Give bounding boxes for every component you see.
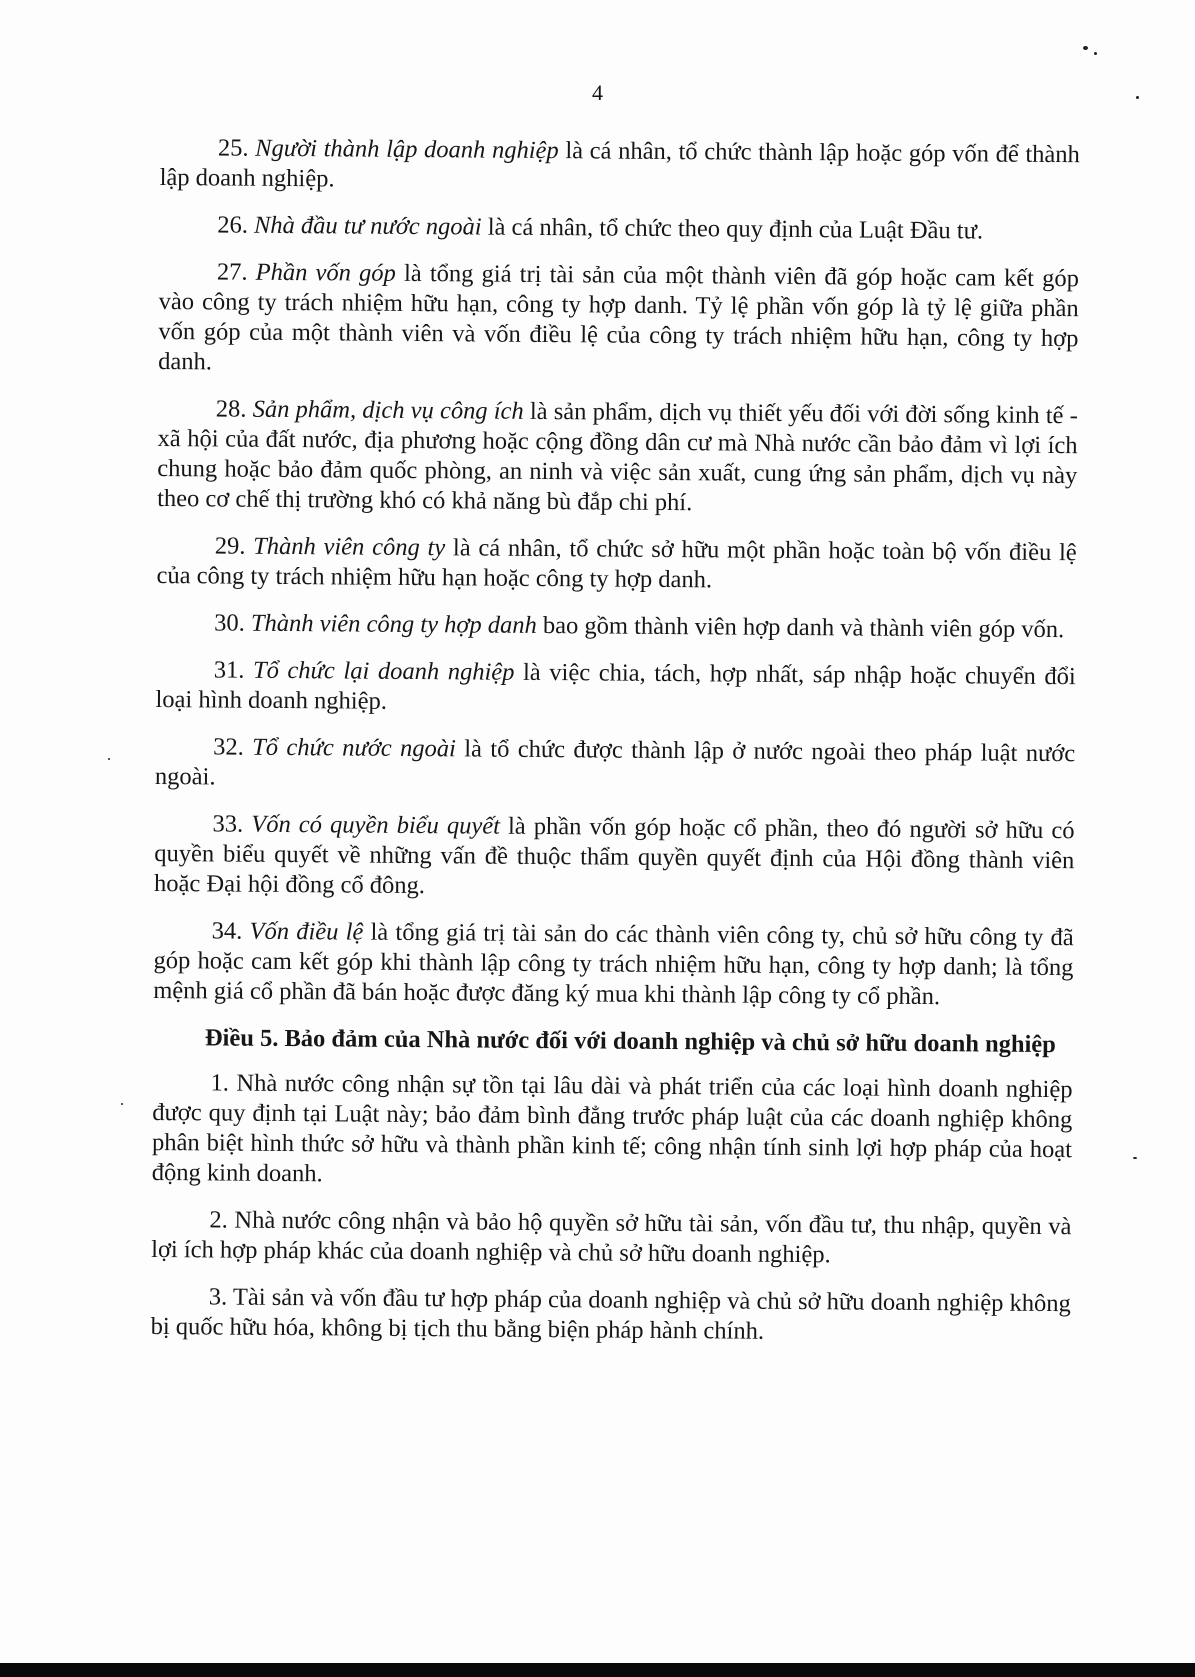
definition-number: 31. (213, 656, 245, 684)
definition-25 (160, 133, 1080, 200)
definition-number: 34. (211, 917, 243, 945)
definition-33 (154, 809, 1075, 906)
scan-speck (1133, 1157, 1137, 1159)
article-clause-3: 3. Tài sản và vốn đầu tư hợp pháp của doanh nghiệp và chủ sở hữu doanh nghiệp không bị quốc hữu hóa, không bị tịch thu bằng biện pháp hành chính. (150, 1283, 1071, 1345)
definition-number: 30. (214, 609, 245, 637)
definition-term: Thành viên công ty (253, 532, 446, 562)
definition-30 (156, 608, 1076, 645)
definition-number: 28. (215, 395, 247, 423)
definition-number: 26. (217, 211, 249, 239)
definition-number: 29. (214, 532, 246, 560)
definition-number: 25. (217, 134, 249, 162)
definition-term: Thành viên công ty hợp danh (250, 609, 537, 639)
scan-speck (121, 1103, 123, 1105)
definition-text: là sản phẩm, dịch vụ thiết yếu đối với đời sống kinh tế - xã hội của đất nước, địa phương hoặc cộng đồng dân cư mà Nhà nước cần bảo đảm vì lợi ích chung hoặc bảo đảm quốc phòng, an ninh và việc sản xuất, cung ứng sản phẩm, dịch vụ này theo cơ chế thị trường khó có khả năng bù đắp chi phí. (157, 397, 1078, 517)
page-content (150, 133, 1080, 1366)
definition-29 (156, 531, 1076, 598)
article-clause-2: 2. Nhà nước công nhận và bảo hộ quyền sở hữu tài sản, vốn đầu tư, thu nhập, quyền và lợi ích hợp pháp khác của doanh nghiệp và chủ sở hữu doanh nghiệp. (151, 1206, 1072, 1269)
scan-speck (108, 758, 110, 760)
definition-text: là tổ chức được thành lập ở nước ngoài theo pháp luật nước ngoài. (154, 735, 1076, 791)
definition-31 (155, 655, 1075, 722)
article-heading: Điều 5. Bảo đảm của Nhà nước đối với doanh nghiệp và chủ sở hữu doanh nghiệp (204, 1024, 1056, 1059)
definition-term: Tổ chức nước ngoài (252, 733, 457, 763)
definition-number: 33. (212, 810, 244, 838)
definition-term: Người thành lập doanh nghiệp (255, 134, 559, 165)
scan-border (0, 1663, 1195, 1677)
definition-term: Sản phẩm, dịch vụ công ích (252, 395, 524, 425)
definition-term: Nhà đầu tư nước ngoài (253, 211, 482, 241)
scan-speck (1136, 96, 1139, 99)
definition-26 (159, 210, 1079, 247)
definition-text: là cá nhân, tổ chức theo quy định của Luật Đầu tư. (481, 213, 984, 245)
article-clause-1: 1. Nhà nước công nhận sự tồn tại lâu dài và phát triển của các loại hình doanh nghiệp được quy định tại Luật này; bảo đảm bình đẳng trước pháp luật của các doanh nghiệp không phân biệt hình thức sở hữu và thành phần kinh tế; công nhận tính sinh lợi hợp pháp của hoạt động kinh doanh. (151, 1069, 1073, 1188)
scan-speck (1083, 46, 1088, 50)
definition-34 (153, 916, 1074, 1013)
definition-27 (158, 257, 1079, 384)
definition-term: Tổ chức lại doanh nghiệp (252, 656, 515, 686)
definition-28 (157, 394, 1078, 521)
definition-term: Vốn có quyền biểu quyết (251, 810, 501, 840)
definition-text: là cá nhân, tổ chức thành lập hoặc góp vốn để thành lập doanh nghiệp. (159, 137, 1080, 193)
scan-speck (1094, 52, 1097, 55)
definition-text: là tổng giá trị tài sản do các thành viên công ty, chủ sở hữu công ty đã góp hoặc cam kết góp khi thành lập công ty trách nhiệm hữu hạn, công ty hợp danh; là tổng mệnh giá cổ phần đã bán hoặc được đăng ký mua khi thành lập công ty cổ phần. (153, 918, 1074, 1011)
definition-text: là cá nhân, tổ chức sở hữu một phần hoặc toàn bộ vốn điều lệ của công ty trách nhiệm hữu hạn hoặc công ty hợp danh. (156, 534, 1077, 594)
definition-term: Vốn điều lệ (249, 917, 364, 946)
definition-text: là tổng giá trị tài sản của một thành viên đã góp hoặc cam kết góp vào công ty trách nhiệm hữu hạn, công ty hợp danh. Tỷ lệ phần vốn góp là tỷ lệ giữa phần vốn góp của một thành viên và vốn điều lệ của công ty trách nhiệm hữu hạn, công ty hợp danh. (158, 259, 1079, 376)
definition-32 (155, 732, 1075, 799)
definition-text: là phần vốn góp hoặc cổ phần, theo đó người sở hữu có quyền biểu quyết về những vấn đề thuộc thẩm quyền quyết định của Hội đồng thành viên hoặc Đại hội đồng cổ đông. (153, 812, 1075, 900)
definition-number: 27. (216, 258, 248, 286)
page-number: 4 (592, 80, 603, 105)
definition-number: 32. (213, 733, 244, 761)
definition-text: bao gồm thành viên hợp danh và thành viên góp vốn. (536, 611, 1065, 644)
definition-term: Phần vốn góp (255, 258, 396, 287)
definition-text: là việc chia, tách, hợp nhất, sáp nhập hoặc chuyển đổi loại hình doanh nghiệp. (155, 658, 1076, 715)
